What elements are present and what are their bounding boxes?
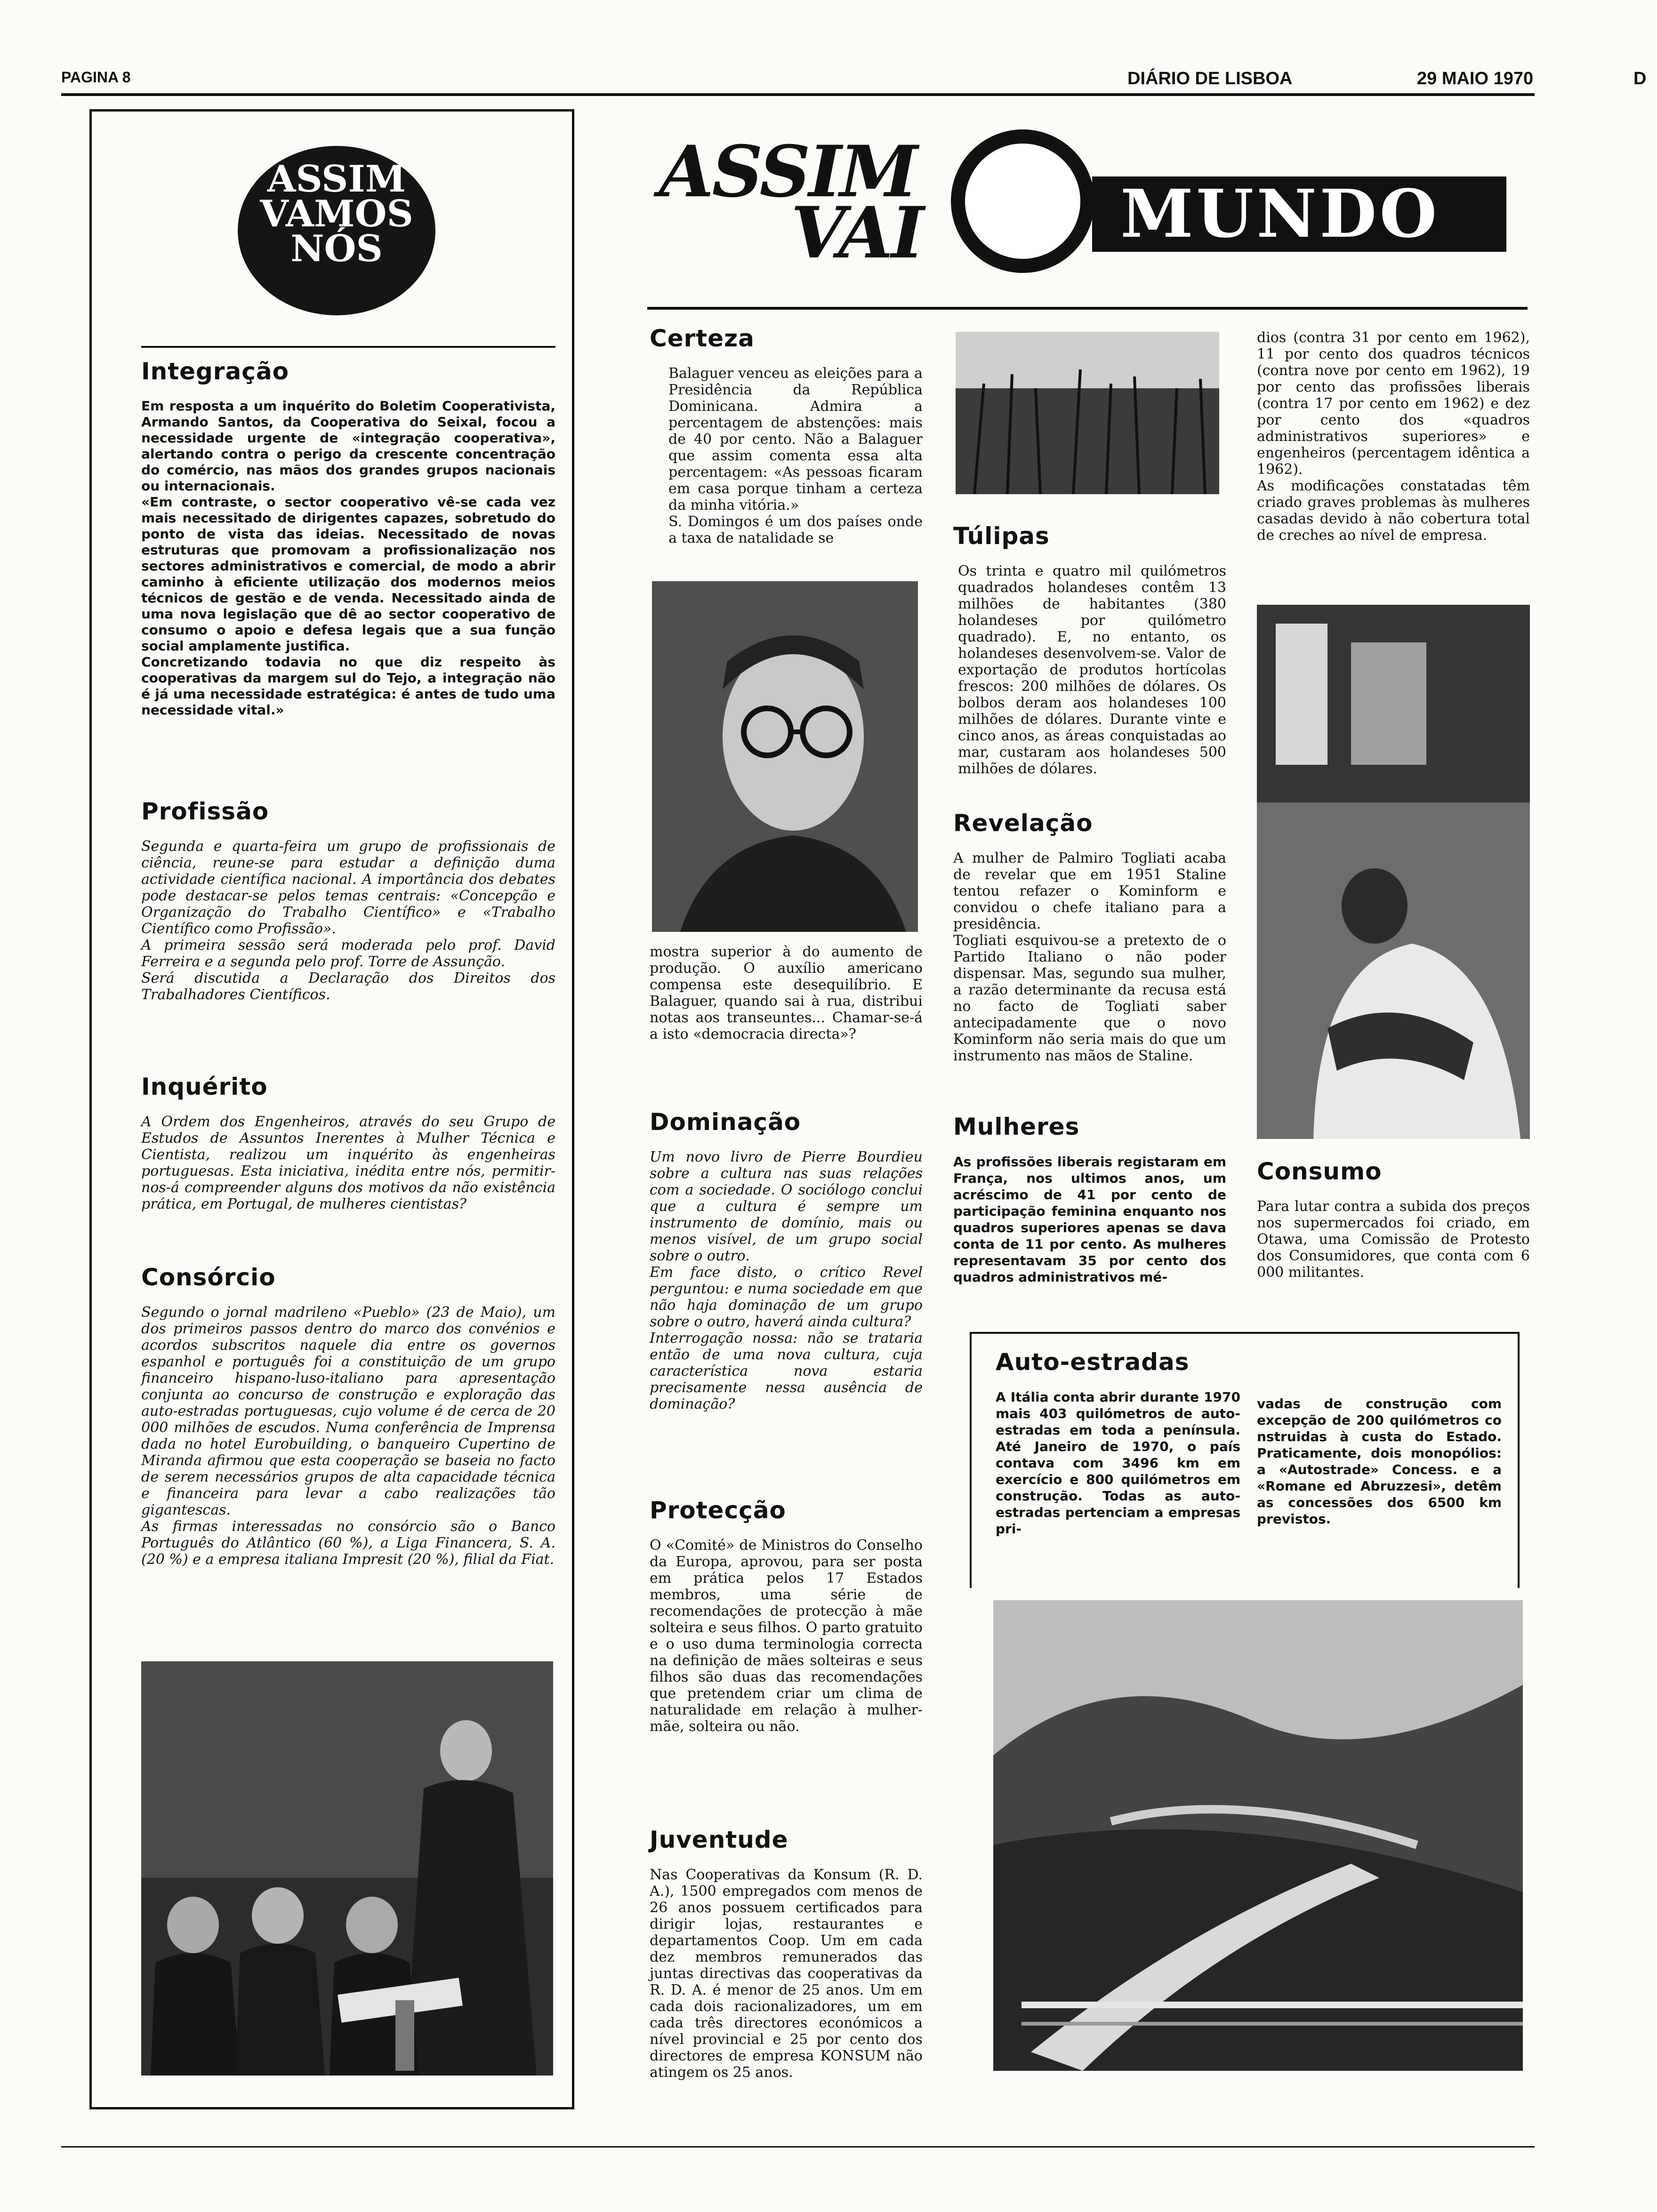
seamstress-illustration [1257, 605, 1530, 1139]
article-title: Consumo [1257, 1158, 1382, 1185]
edge-letter: D [1633, 69, 1647, 88]
article-consumo [1257, 1158, 1530, 1281]
article-certeza-continued [650, 944, 923, 1042]
article-dominacao [650, 1108, 923, 1412]
article-body: A Ordem dos Engenheiros, através do seu Grupo de Estudos de Assuntos Inerentes à Mulher Técnica e Cientista, realizou um inquérito às engenheiras portuguesas. Esta iniciativa, inédita entre nós, permitir-nos-á compreender alguns dos motivos da não existência prática, em Portugal, de mulheres cientistas? [141, 1114, 555, 1212]
article-body: As profissões liberais registaram em França, nos ultimos anos, um acréscimo de 41 por cento de participação feminina enquanto nos quadros superiores apenas se dava conta de 11 por cento. As mulheres representavam 35 por cento dos quadros administrativos mé- [953, 1154, 1226, 1285]
banner-globe-ring [951, 129, 1094, 273]
badge-line-1: ASSIM [267, 158, 406, 200]
article-title: Juventude [650, 1826, 788, 1853]
article-autoestradas [996, 1348, 1240, 1537]
article-title: Certeza [650, 325, 755, 352]
article-body: Segunda e quarta-feira um grupo de profissionais de ciência, reune-se para estudar a definição duma actividade científica nacional. A importância dos debates pode destacar-se pelos temas centrais: «Concepção e Organização do Trabalho Científico» e «Trabalho Científico como Profissão». A primeira sessão será moderada pelo prof. David Ferreira e a segunda pelo prof. Torre de Assunção. Será discutida a Declaração dos Direitos dos Trabalhadores Científicos. [141, 838, 555, 1003]
left-column-rule [141, 346, 555, 348]
article-certeza [650, 325, 923, 546]
article-title: Auto-estradas [996, 1348, 1190, 1376]
article-profissao [141, 798, 555, 1003]
header-rule [61, 93, 1535, 96]
article-body: Nas Cooperativas da Konsum (R. D. A.), 1500 empregados com menos de 26 anos possuem certificados para dirigir lojas, restaurantes e departamentos Coop. Um em cada dez membros remunerados das juntas directivas das cooperativas da R. D. A. é menor de 25 anos. Um em cada dois racionalizadores, um em cada três directores económicos a nível provincial e 25 por cento dos directores de empresa KONSUM não atingem os 25 anos. [650, 1867, 923, 2081]
badge-line-2: VAMOS [260, 192, 413, 235]
article-title: Dominação [650, 1108, 801, 1136]
article-title: Mulheres [953, 1113, 1080, 1140]
article-body: O «Comité» de Ministros do Conselho da Europa, aprovou, para ser posta em prática pelos 17 Estados membros, uma série de recomendações de protecção à mãe solteira e seus filhos. O parto gratuito e o uso duma terminologia correcta na definição de mães solteiras e seus filhos são duas das recomendações que pretendem criar um clima de naturalidade em relação à mulher-mãe, solteira ou não. [650, 1537, 923, 1735]
article-body: Os trinta e quatro mil quilómetros quadrados holandeses contêm 13 milhões de habitantes (380 holandeses por quilómetro quadrado). E, no entanto, os holandeses desenvolvem-se. Valor de exportação de produtos hortícolas frescos: 200 milhões de dólares. Os bolbos deram aos holandeses 100 milhões de dólares. Durante vinte e cinco anos, as áreas conquistadas ao mar, custaram aos holandeses 500 milhões de dólares. [958, 563, 1226, 777]
article-mulheres-continued [1257, 329, 1530, 544]
article-body: A Itália conta abrir durante 1970 mais 403 quilómetros de auto-estradas em toda a península. Até Janeiro de 1970, o país contava com 3496 km em exercício e 800 quilómetros em construção. Todas as auto-estradas pertenciam a empresas pri- [996, 1389, 1240, 1537]
newspaper-name: DIÁRIO DE LISBOA [1127, 69, 1293, 88]
assim-vamos-nos-badge [238, 146, 435, 315]
article-body: Balaguer venceu as eleições para a Presidência da República Dominicana. Admira a percentagem de abstenções: mais de 40 por cento. Não a Balaguer que assim comenta essa alta percentagem: «As pessoas ficaram em casa porque tinham a certeza da minha vitória.» S. Domingos é um dos países onde a taxa de natalidade se [668, 365, 923, 546]
article-title: Protecção [650, 1497, 786, 1524]
article-integracao [141, 358, 555, 718]
article-inquerito [141, 1073, 555, 1212]
banner-rule [647, 307, 1528, 310]
banner-assim: ASSIM [659, 130, 916, 213]
article-body: Um novo livro de Pierre Bourdieu sobre a cultura nas suas relações com a sociedade. O sociólogo conclui que a cultura é sempre um instrumento de domínio, mais ou menos visível, de um grupo social sobre o outro. Em face disto, o crítico Revel perguntou: e numa sociedade em que não haja dominação de um grupo sobre o outro, haverá ainda cultura? Interrogação nossa: não se trataria então de uma nova cultura, cuja característica nova estaria precisamente nessa ausência de dominação? [650, 1149, 923, 1412]
article-body: dios (contra 31 por cento em 1962), 11 por cento dos quadros técnicos (contra nove por cento em 1962), 19 por cento das profissões liberais (contra 17 por cento em 1962) e dez por cento dos «quadros administrativos superiores» e engenheiros (percentagem idêntica a 1962). As modificações constatadas têm criado graves problemas às mulheres casadas devido à não cobertura total de creches ao nível de empresa. [1257, 329, 1530, 544]
portrait-photo [652, 581, 918, 932]
banner-vai: VAI [791, 192, 923, 274]
portrait-illustration [652, 581, 918, 932]
highway-photo [993, 1600, 1523, 2071]
highway-illustration [993, 1600, 1523, 2071]
issue-date: 29 MAIO 1970 [1417, 69, 1534, 88]
article-body: A mulher de Palmiro Togliati acaba de revelar que em 1951 Staline tentou refazer o Kominform e convidou o chefe italiano para a presidência. Togliati esquivou-se a pretexto de o Partido Italiano o não poder dispensar. Mas, segundo sua mulher, a razão determinante da recusa está no facto de Togliati saber antecipadamente que o novo Kominform não seria mais do que um instrumento nas mãos de Staline. [953, 850, 1226, 1064]
article-body: Segundo o jornal madrileno «Pueblo» (23 de Maio), um dos primeiros passos dentro do marco dos convénios e acordos subscritos naquele dia entre os governos espanhol e português foi a constituição de um grupo financeiro hispano-luso-italiano para apresentação conjunta ao concurso de construção e exploração das auto-estradas portuguesas, cujo volume é de cerca de 20 000 milhões de escudos. Numa conferência de Imprensa dada no hotel Eurobuilding, o banqueiro Cupertino de Miranda afirmou que esta cooperação se baseia no facto de serem necessários grupos de alta capacidade técnica e financeira para levar a cabo realizações tão gigantescas. As firmas interessadas no consórcio são o Banco Português do Atlântico (60 %), a Liga Financera, S. A. (20 %) e a empresa italiana Impresit (20 %), filial da Fiat. [141, 1304, 555, 1568]
article-title: Túlipas [953, 522, 1050, 550]
article-body: Em resposta a um inquérito do Boletim Cooperativista, Armando Santos, da Cooperativa do Seixal, focou a necessidade urgente de «integração cooperativa», alertando contra o perigo da crescente concentração do comércio, nas mãos dos grandes grupos nacionais ou internacionais. «Em contraste, o sector cooperativo vê-se cada vez mais necessitado de dirigentes capazes, sobretudo do ponto de vista das ideias. Necessitado de novas estruturas que promovam a profissionalização nos sectores administrativos e comercial, de modo a abrir caminho à eficiente utilização dos modernos meios técnicos de gestão e de venda. Necessitado ainda de uma nova legislação que dê ao sector cooperativo de consumo o apoio e defesa legais que a sua função social amplamente justifica. Concretizando todavia no que diz respeito às cooperativas da margem sul do Tejo, a integração não é já uma necessidade estratégica: é antes de tudo uma necessidade vital.» [141, 398, 555, 718]
banner-mundo-bar [1092, 176, 1506, 252]
article-juventude [650, 1826, 923, 2081]
article-title: Inquérito [141, 1073, 268, 1100]
tulip-field-photo [956, 332, 1219, 494]
tulip-illustration [956, 332, 1219, 494]
article-autoestradas-continued [1257, 1395, 1502, 1527]
article-consorcio [141, 1264, 555, 1568]
meeting-illustration [141, 1661, 553, 2076]
article-title: Consórcio [141, 1264, 276, 1291]
page-number: PAGINA 8 [61, 69, 131, 86]
article-title: Integração [141, 358, 289, 385]
article-title: Profissão [141, 798, 269, 825]
assim-vai-o-mundo-banner [650, 129, 1525, 299]
seamstress-photo [1257, 605, 1530, 1139]
article-revelacao [953, 809, 1226, 1064]
article-proteccao [650, 1497, 923, 1735]
article-body: mostra superior à do aumento de produção. O auxílio americano compensa este desequilíbrio. E Balaguer, quando sai à rua, distribui notas aos transeuntes... Chamar-se-á a isto «democracia directa»? [650, 944, 923, 1042]
article-tulipas [953, 522, 1226, 777]
meeting-photo [141, 1661, 553, 2076]
banner-mundo: MUNDO [1120, 176, 1440, 253]
article-body: vadas de construção com excepção de 200 quilómetros co nstruidas à custa do Estado. Praticamente, dois monopólios: a «Autostrade» Concess. e a «Romane ed Abruzzesi», detêm as concessões dos 6500 km previstos. [1257, 1396, 1502, 1527]
article-body: Para lutar contra a subida dos preços nos supermercados foi criado, em Otawa, uma Comissão de Protesto dos Consumidores, que conta com 6 000 militantes. [1257, 1198, 1530, 1281]
footer-rule [61, 2146, 1535, 2148]
badge-line-3: NÓS [290, 227, 383, 270]
article-title: Revelação [953, 809, 1093, 837]
article-mulheres [953, 1113, 1226, 1285]
